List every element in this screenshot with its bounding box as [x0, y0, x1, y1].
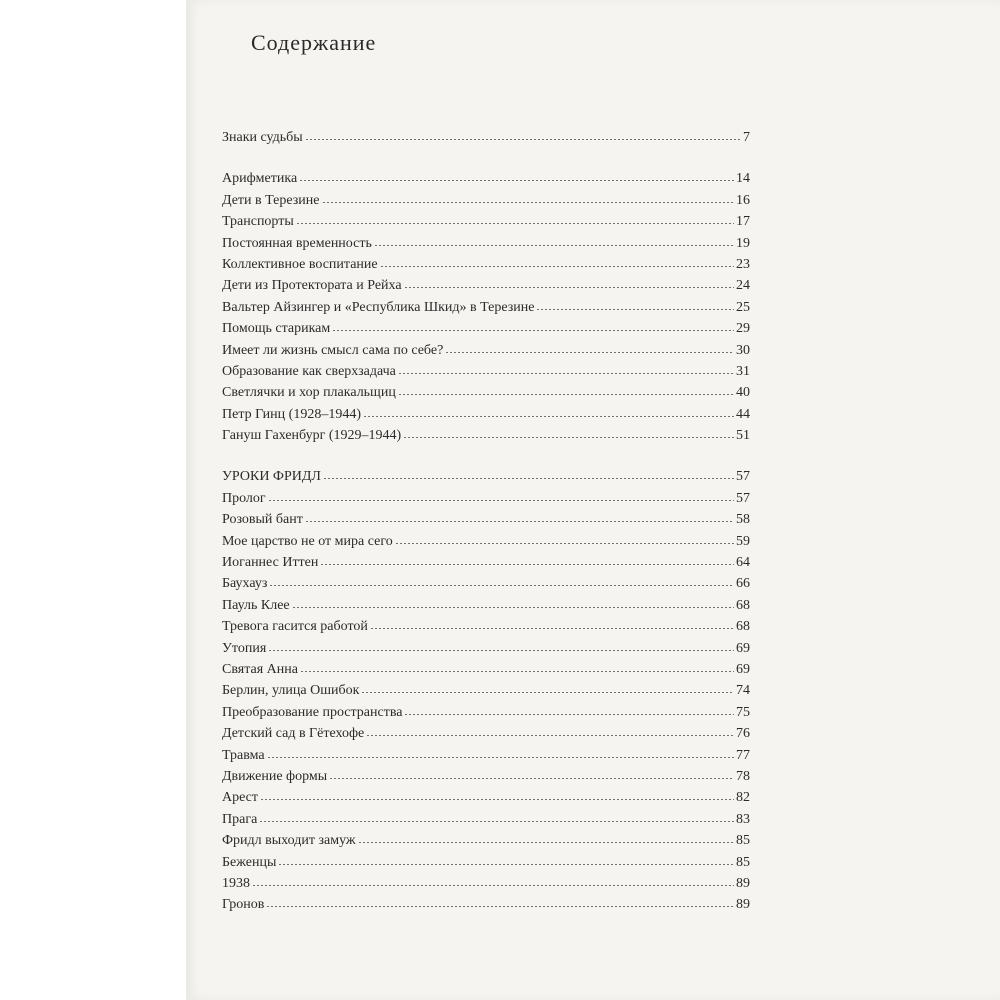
toc-entry-title: Помощь старикам — [222, 321, 331, 337]
toc-entry — [222, 318, 750, 339]
toc-entry — [222, 127, 750, 148]
toc-page-number: 74 — [736, 683, 750, 699]
toc-page-number: 29 — [736, 321, 750, 337]
toc-entry — [222, 190, 750, 211]
toc-entry — [222, 573, 750, 594]
toc-entry-title: Гронов — [222, 897, 265, 913]
toc-page-number: 57 — [736, 469, 750, 485]
toc-entry — [222, 595, 750, 616]
toc-entry — [222, 466, 750, 487]
toc-entry-title: Берлин, улица Ошибок — [222, 683, 360, 699]
toc-entry-title: Знаки судьбы — [222, 130, 303, 145]
toc-entry-title: Мое царство не от мира сего — [222, 533, 393, 549]
dot-leader — [296, 223, 734, 224]
toc-page-number: 16 — [736, 192, 750, 208]
toc-page-number: 69 — [736, 661, 750, 677]
toc-entry-title: Арест — [222, 790, 259, 806]
dot-leader — [395, 543, 734, 544]
toc-page-number: 78 — [736, 768, 750, 784]
toc-entry-title: Фридл выходит замуж — [222, 833, 356, 849]
dot-leader — [363, 416, 734, 417]
dot-leader — [445, 352, 734, 353]
toc-entry-title: Светлячки и хор плакальщиц — [222, 385, 396, 401]
toc-page-number: 24 — [736, 278, 750, 294]
toc-entry — [222, 488, 750, 509]
toc-page-number: 30 — [736, 342, 750, 358]
dot-leader — [323, 478, 734, 479]
toc-entry-title: Пауль Клее — [222, 597, 290, 613]
dot-leader — [305, 521, 734, 522]
table-of-contents — [222, 127, 750, 936]
toc-entry — [222, 659, 750, 680]
toc-entry — [222, 638, 750, 659]
toc-page-number: 40 — [736, 385, 750, 401]
toc-entry — [222, 873, 750, 894]
toc-entry — [222, 702, 750, 723]
toc-entry-title: Движение формы — [222, 768, 328, 784]
toc-entry-title: Постоянная временность — [222, 235, 372, 251]
toc-entry — [222, 211, 750, 232]
dot-leader — [305, 139, 741, 140]
toc-entry — [222, 382, 750, 403]
toc-entry — [222, 723, 750, 744]
dot-leader — [370, 628, 734, 629]
toc-page-number: 82 — [736, 790, 750, 806]
toc-page-number: 77 — [736, 747, 750, 763]
dot-leader — [398, 373, 734, 374]
toc-entry-title: Прага — [222, 811, 258, 827]
toc-page-number: 69 — [736, 640, 750, 656]
toc-entry-title: Розовый бант — [222, 512, 303, 528]
toc-entry — [222, 233, 750, 254]
page-title: Содержание — [251, 30, 377, 55]
dot-leader — [268, 650, 734, 651]
toc-entry — [222, 531, 750, 552]
dot-leader — [404, 287, 734, 288]
toc-entry — [222, 616, 750, 637]
dot-leader — [268, 500, 734, 501]
toc-entry — [222, 297, 750, 318]
toc-page-number: 25 — [736, 299, 750, 315]
toc-entry-title: УРОКИ ФРИДЛ — [222, 469, 321, 485]
toc-entry-title: Травма — [222, 747, 265, 763]
toc-entry-title: Иоганнес Иттен — [222, 555, 319, 571]
dot-leader — [536, 309, 734, 310]
toc-entry — [222, 894, 750, 915]
toc-entry — [222, 787, 750, 808]
toc-entry — [222, 680, 750, 701]
dot-leader — [374, 245, 734, 246]
toc-entry — [222, 254, 750, 275]
toc-entry — [222, 168, 750, 189]
dot-leader — [332, 330, 734, 331]
toc-page-number: 76 — [736, 726, 750, 742]
dot-leader — [267, 757, 734, 758]
toc-section — [222, 127, 750, 148]
toc-entry — [222, 509, 750, 530]
dot-leader — [260, 799, 734, 800]
toc-entry-title: Преобразование пространства — [222, 704, 403, 720]
toc-entry-title: Коллективное воспитание — [222, 256, 378, 272]
toc-entry-title: 1938 — [222, 875, 250, 891]
toc-page-number: 68 — [736, 619, 750, 635]
toc-entry-title: Баухауз — [222, 576, 268, 592]
dot-leader — [292, 607, 734, 608]
toc-entry-title: Дети из Протектората и Рейха — [222, 278, 402, 294]
toc-page-number: 58 — [736, 512, 750, 528]
toc-entry — [222, 852, 750, 873]
toc-section — [222, 168, 750, 446]
toc-entry-title: Петр Гинц (1928–1944) — [222, 406, 361, 422]
toc-page-number: 66 — [736, 576, 750, 592]
toc-entry-title: Утопия — [222, 640, 267, 656]
toc-entry-title: Имеет ли жизнь смысл сама по себе? — [222, 342, 444, 358]
dot-leader — [358, 842, 734, 843]
toc-entry-title: Дети в Терезине — [222, 192, 320, 208]
toc-page-number: 23 — [736, 256, 750, 272]
dot-leader — [299, 180, 734, 181]
toc-page-number: 89 — [736, 875, 750, 891]
dot-leader — [269, 585, 734, 586]
toc-entry-title: Арифметика — [222, 171, 298, 187]
toc-page-number: 89 — [736, 897, 750, 913]
toc-entry-title: Вальтер Айзингер и «Республика Шкид» в Терезине — [222, 299, 535, 315]
toc-entry — [222, 340, 750, 361]
dot-leader — [278, 864, 734, 865]
toc-page-number: 44 — [736, 406, 750, 422]
dot-leader — [398, 394, 734, 395]
toc-page-number: 14 — [736, 171, 750, 187]
dot-leader — [259, 821, 734, 822]
toc-entry-title: Тревога гасится работой — [222, 619, 368, 635]
toc-page-number: 51 — [736, 428, 750, 444]
dot-leader — [366, 735, 734, 736]
dot-leader — [329, 778, 734, 779]
toc-page-number: 85 — [736, 854, 750, 870]
toc-page-number: 64 — [736, 555, 750, 571]
toc-page-number: 68 — [736, 597, 750, 613]
toc-page-number: 83 — [736, 811, 750, 827]
dot-leader — [380, 266, 734, 267]
toc-page-number: 31 — [736, 363, 750, 379]
toc-section — [222, 466, 750, 915]
dot-leader — [320, 564, 734, 565]
toc-entry-title: Пролог — [222, 490, 266, 506]
toc-entry — [222, 745, 750, 766]
toc-page-number: 59 — [736, 533, 750, 549]
dot-leader — [300, 671, 734, 672]
toc-page-number: 57 — [736, 490, 750, 506]
toc-page-number: 17 — [736, 214, 750, 230]
toc-entry-title: Детский сад в Гётехофе — [222, 726, 365, 742]
toc-page-number: 19 — [736, 235, 750, 251]
toc-entry — [222, 552, 750, 573]
toc-entry — [222, 830, 750, 851]
dot-leader — [403, 437, 734, 438]
toc-page-number: 75 — [736, 704, 750, 720]
toc-entry-title: Беженцы — [222, 854, 277, 870]
toc-entry — [222, 404, 750, 425]
dot-leader — [252, 885, 734, 886]
toc-entry — [222, 361, 750, 382]
dot-leader — [322, 202, 734, 203]
toc-entry-title: Святая Анна — [222, 661, 298, 677]
toc-entry — [222, 809, 750, 830]
toc-entry-title: Образование как сверхзадача — [222, 363, 396, 379]
toc-page-number: 7 — [743, 130, 750, 145]
toc-page-number: 85 — [736, 833, 750, 849]
toc-entry — [222, 766, 750, 787]
dot-leader — [404, 714, 734, 715]
dot-leader — [266, 906, 734, 907]
toc-entry-title: Гануш Гахенбург (1929–1944) — [222, 428, 402, 444]
toc-entry-title: Транспорты — [222, 214, 294, 230]
dot-leader — [361, 692, 734, 693]
toc-entry — [222, 425, 750, 446]
toc-entry — [222, 275, 750, 296]
